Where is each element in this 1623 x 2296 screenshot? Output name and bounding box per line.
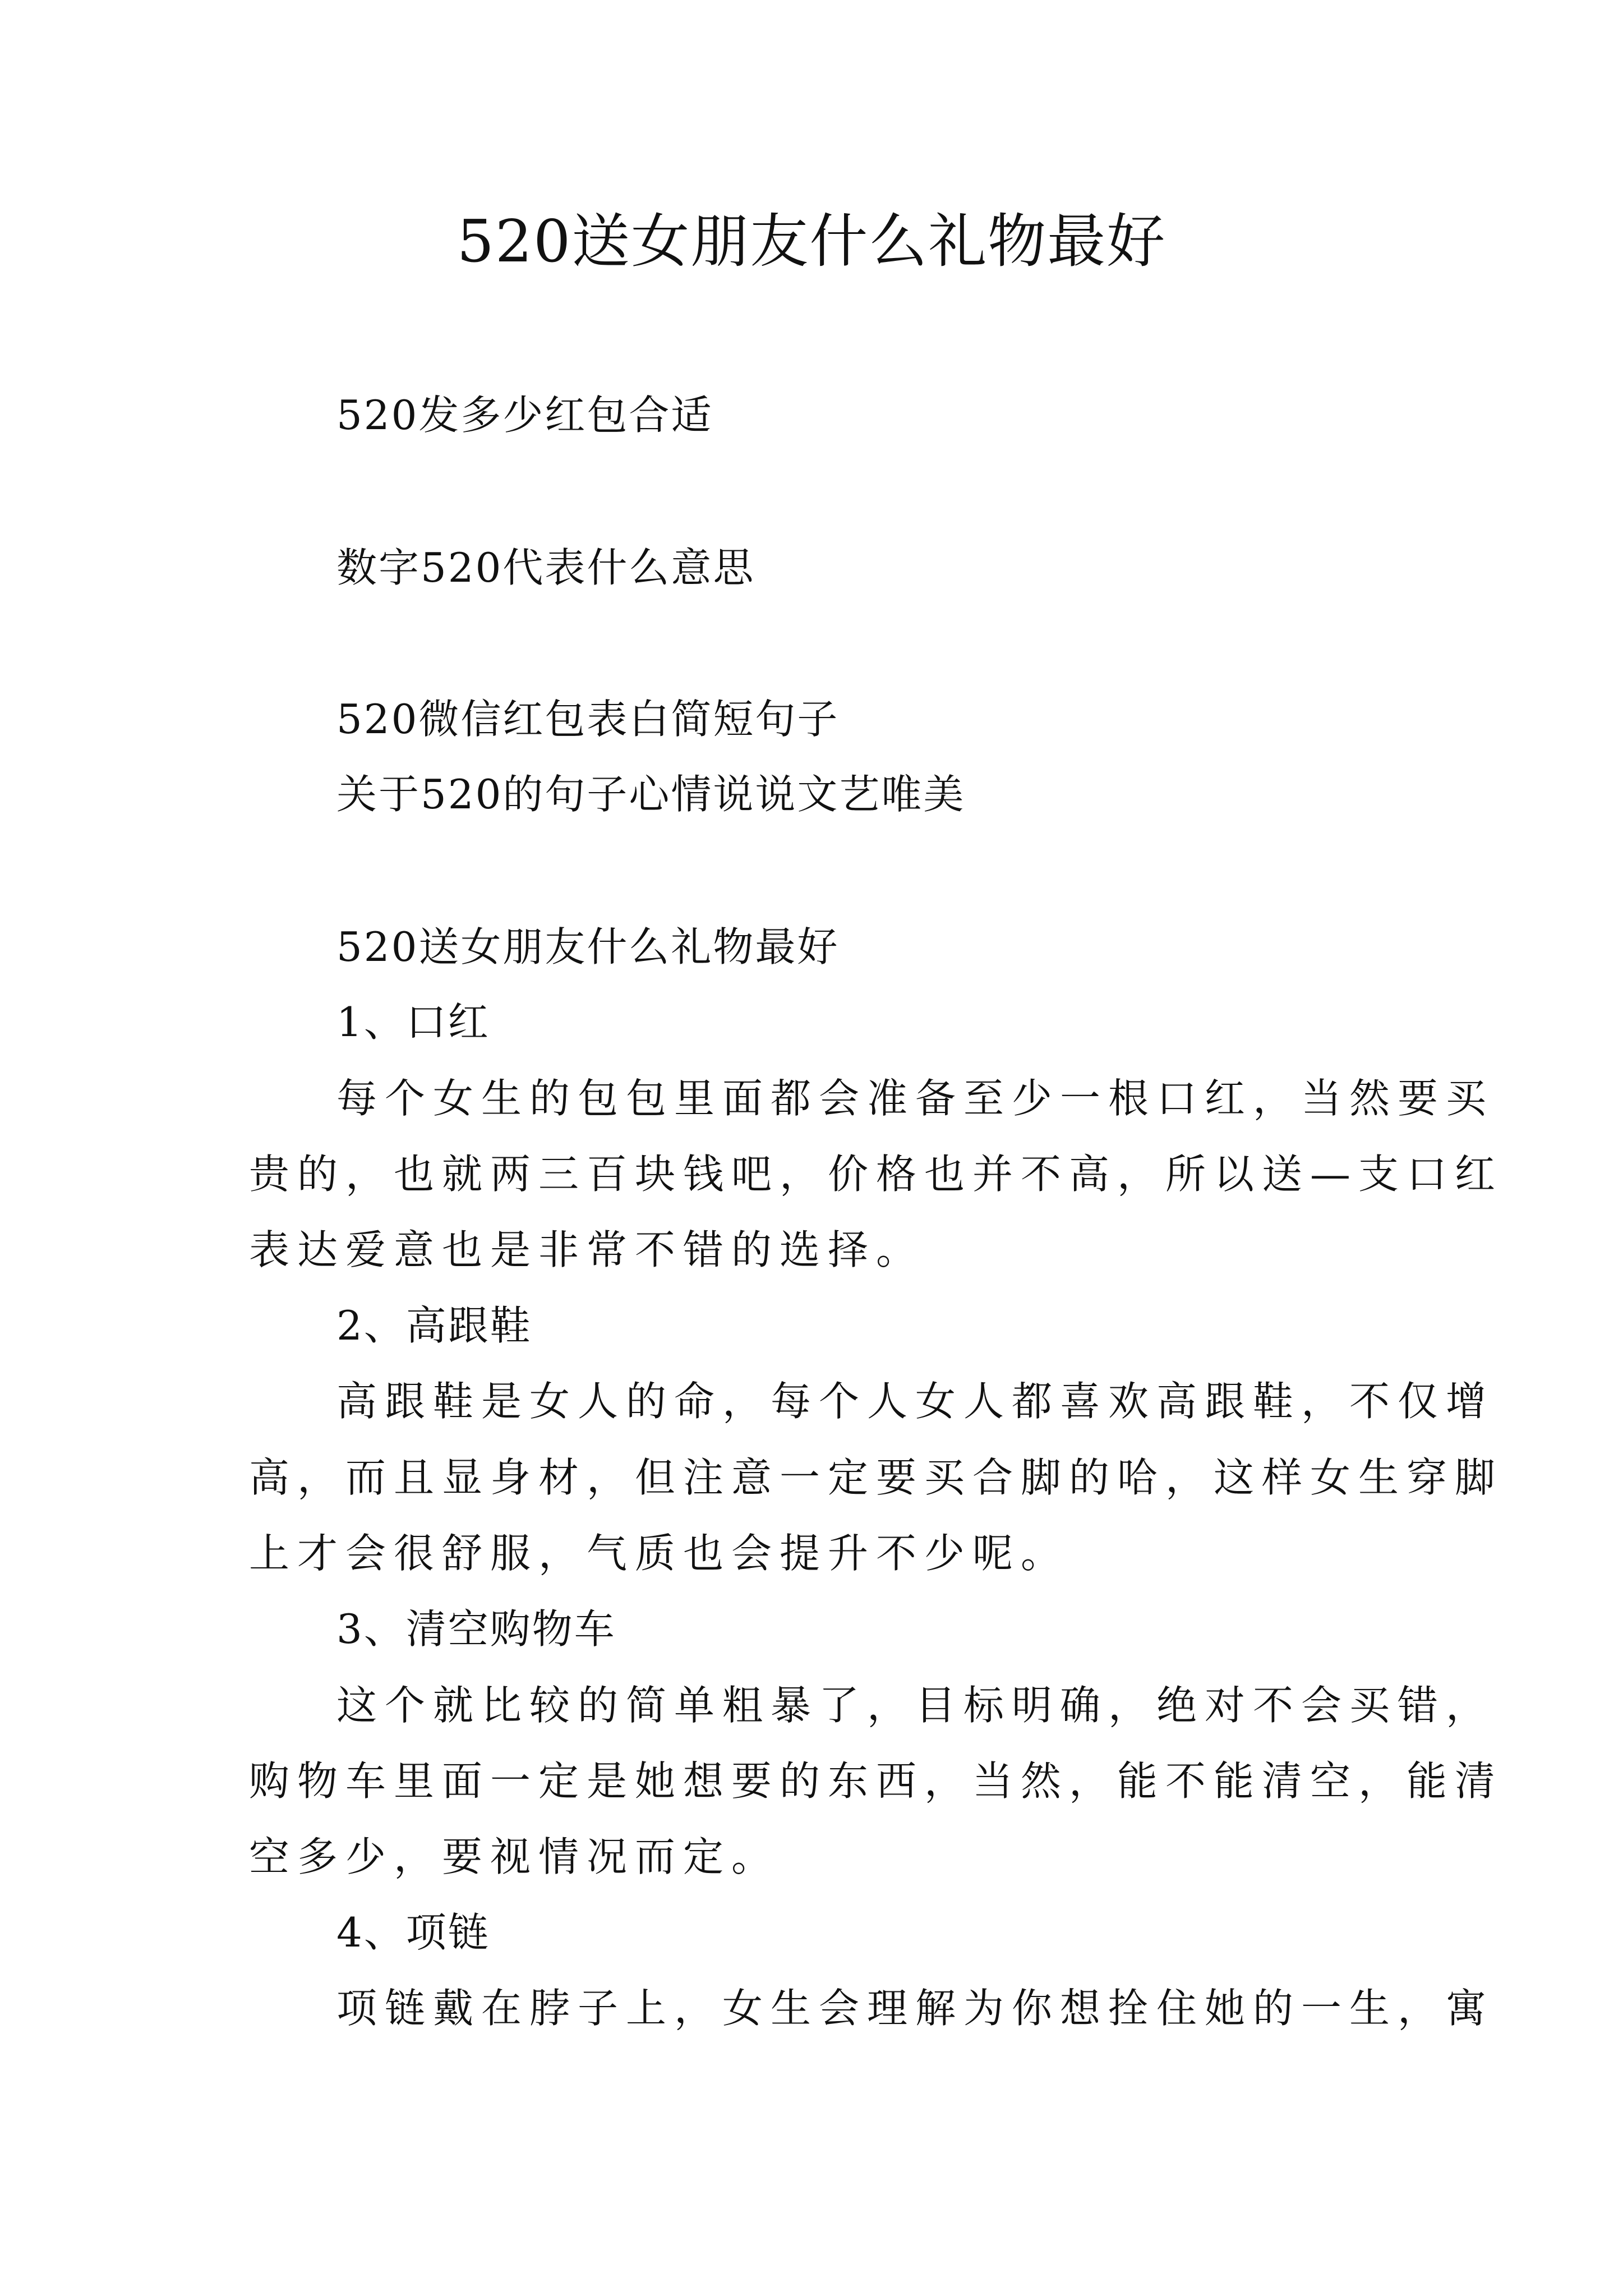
section-heading: 520送女朋友什么礼物最好 [336, 923, 840, 970]
item-text-line: 空多少，要视情况而定。 [249, 1833, 780, 1880]
related-link-mood-sentences[interactable]: 关于520的句子心情说说文艺唯美 [336, 771, 966, 818]
item-heading-high-heels: 2、高跟鞋 [336, 1302, 532, 1349]
item-text-line: 这个就比较的简单粗暴了，目标明确，绝对不会买错， [336, 1682, 1495, 1729]
item-heading-shopping-cart: 3、清空购物车 [336, 1605, 616, 1653]
related-link-wechat-confession[interactable]: 520微信红包表白简短句子 [336, 696, 840, 743]
item-text-line: 高，而且显身材，但注意一定要买合脚的哈，这样女生穿脚 [249, 1454, 1504, 1501]
related-link-red-envelope[interactable]: 520发多少红包合适 [336, 392, 713, 439]
item-text-line: 表达爱意也是非常不错的选择。 [249, 1226, 925, 1273]
related-link-number-meaning[interactable]: 数字520代表什么意思 [336, 544, 755, 591]
item-text-line: 每个女生的包包里面都会准备至少一根口红，当然要买 [336, 1075, 1495, 1122]
item-heading-necklace: 4、项链 [336, 1909, 490, 1956]
item-text-line: 购物车里面一定是她想要的东西，当然，能不能清空，能清 [249, 1757, 1504, 1805]
item-text-line: 项链戴在脖子上，女生会理解为你想拴住她的一生，寓 [336, 1985, 1495, 2032]
item-text-line: 贵的，也就两三百块钱吧，价格也并不高，所以送—支口红 [249, 1151, 1504, 1198]
item-text-line: 高跟鞋是女人的命，每个人女人都喜欢高跟鞋，不仅增 [336, 1378, 1495, 1425]
document-title: 520送女朋友什么礼物最好 [457, 207, 1166, 275]
item-text-line: 上才会很舒服，气质也会提升不少呢。 [249, 1530, 1069, 1577]
item-heading-lipstick: 1、口红 [336, 999, 490, 1046]
